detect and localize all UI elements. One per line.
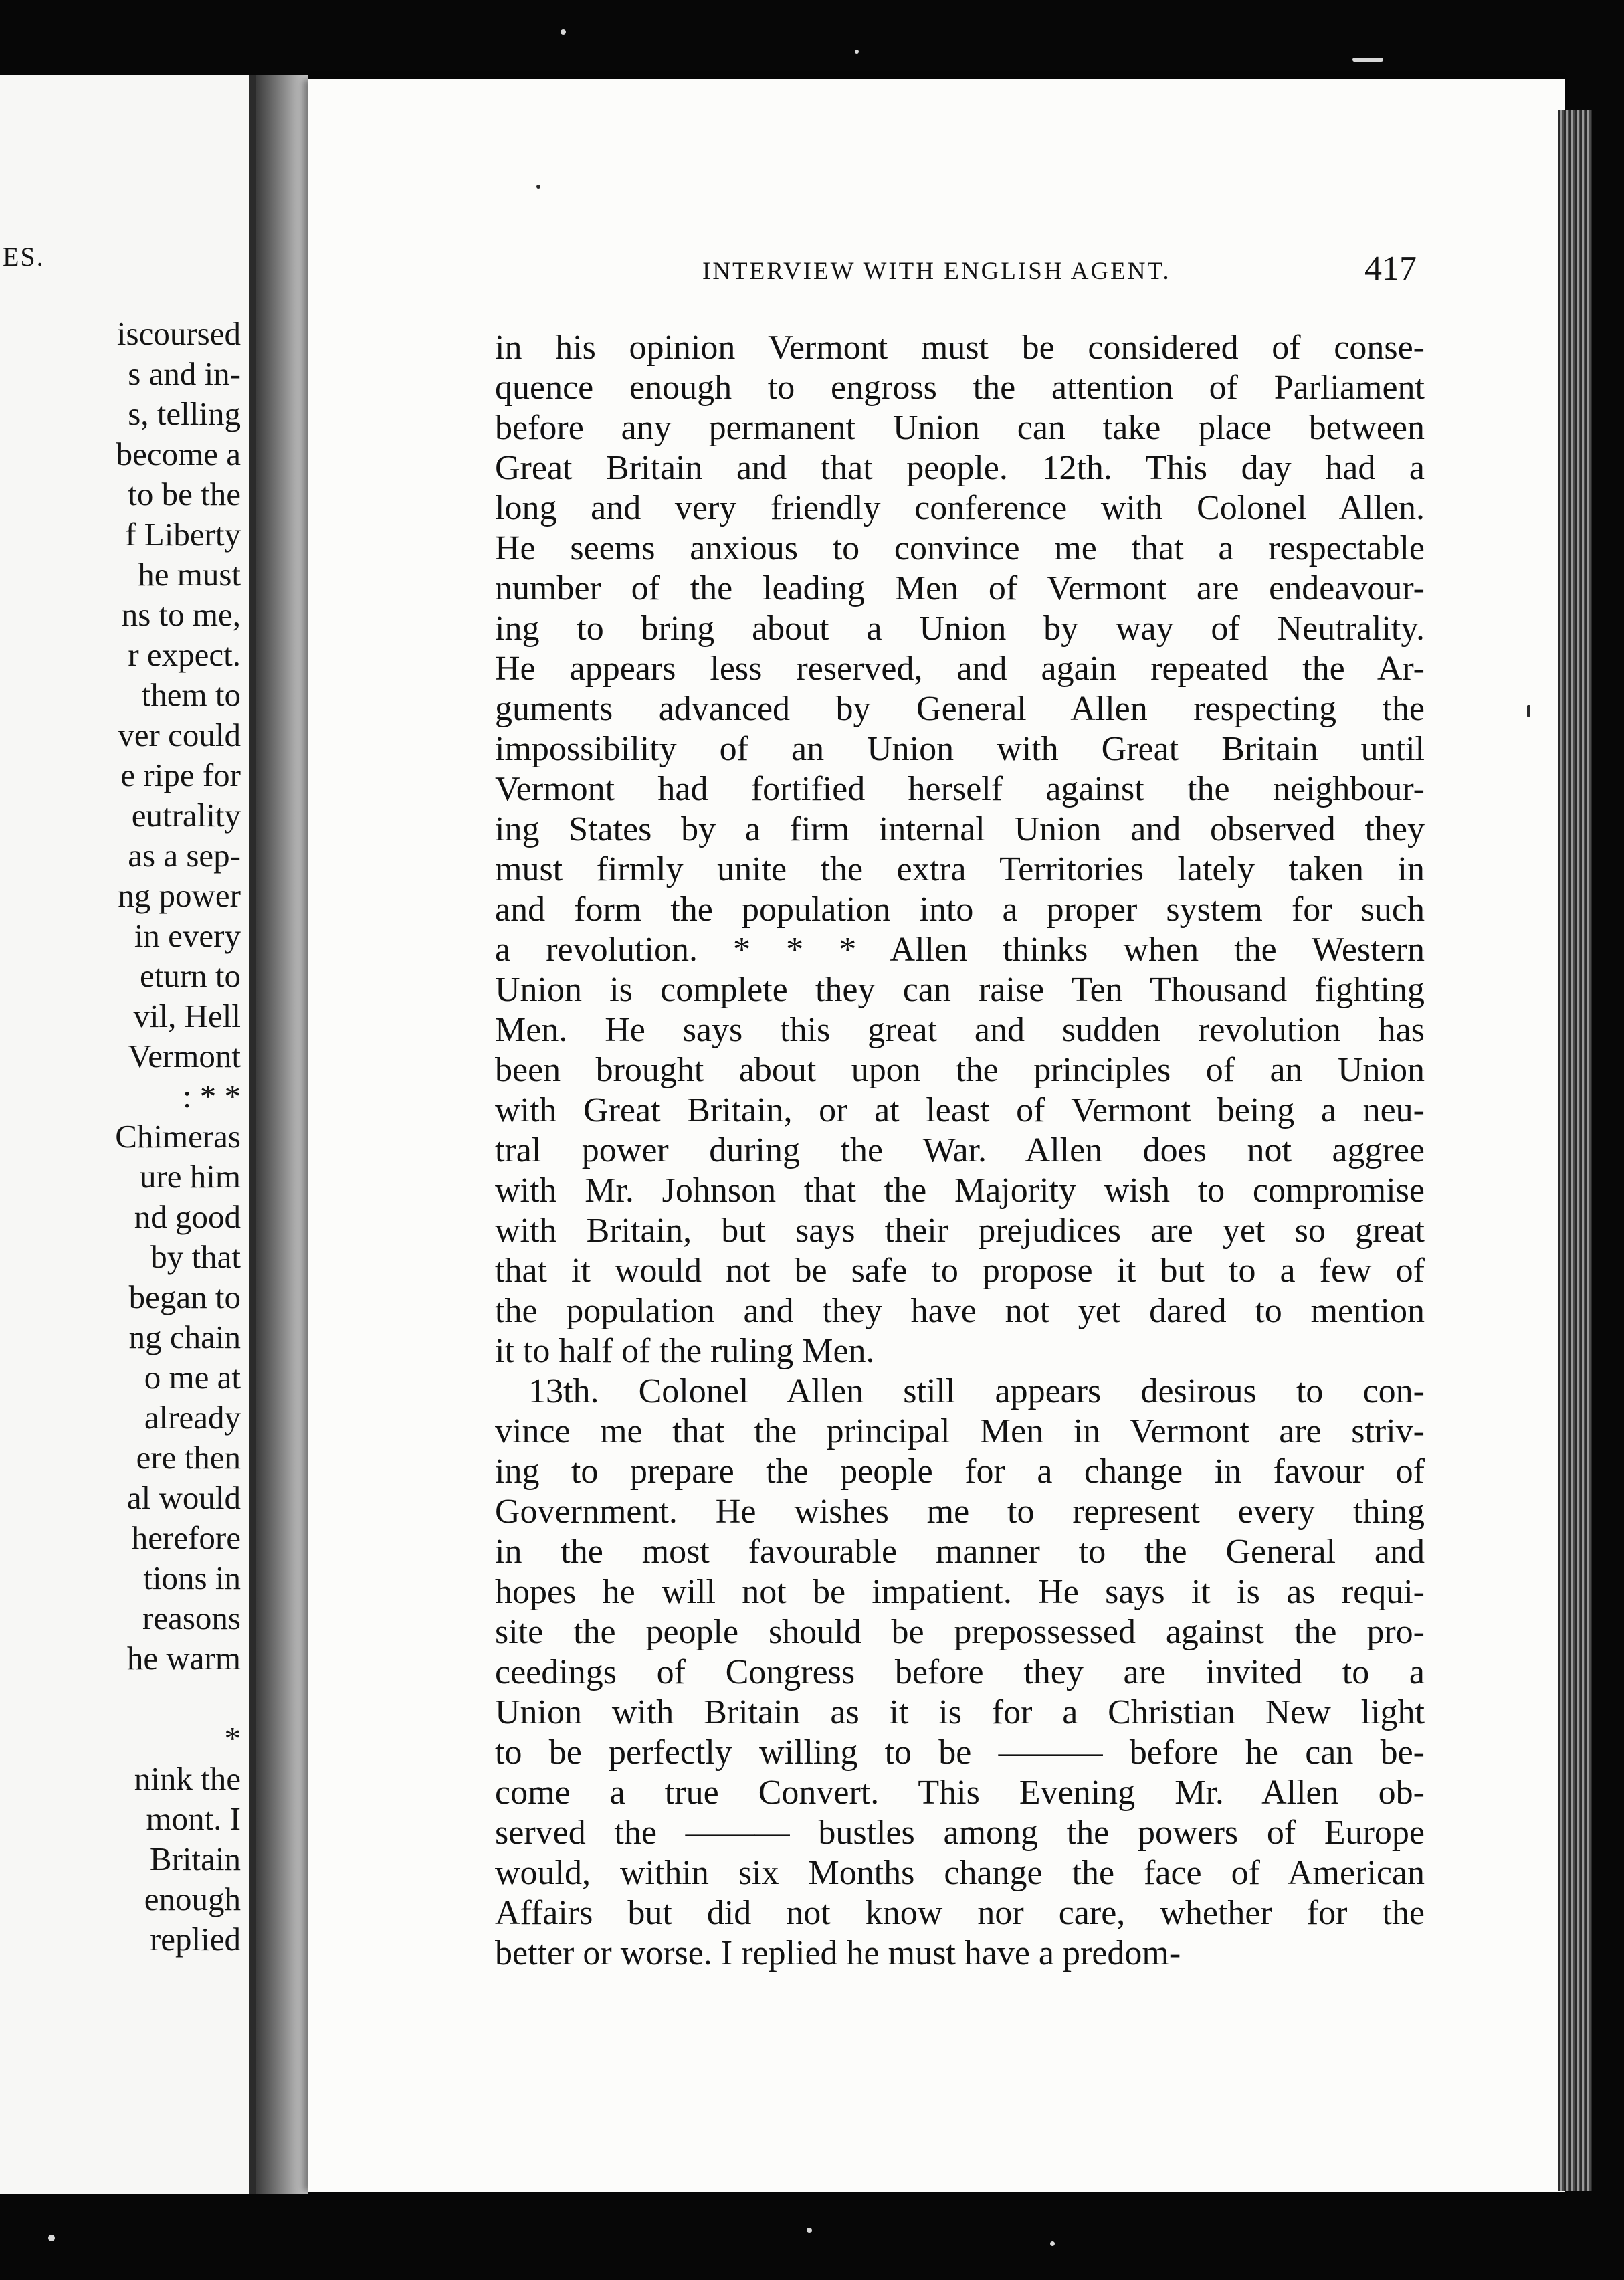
text-line: site the people should be prepossessed against the pro- — [495, 1613, 1425, 1651]
left-page-line: ver could — [118, 717, 241, 753]
scan-speck — [807, 2228, 812, 2233]
scan-speck — [1050, 2241, 1055, 2246]
left-page-line: ere then — [136, 1439, 241, 1476]
left-page-line: ng power — [118, 877, 241, 914]
left-page-line: reasons — [142, 1600, 241, 1636]
left-page-line: nd good — [134, 1198, 241, 1235]
text-line: Vermont had fortified herself against the neighbour- — [495, 770, 1425, 808]
text-line: ing States by a firm internal Union and observed they — [495, 810, 1425, 848]
text-line: in the most favourable manner to the General and — [495, 1533, 1425, 1571]
text-line: to be perfectly willing to be ——— before he can be- — [495, 1733, 1425, 1772]
left-page-line: vil, Hell — [133, 998, 241, 1034]
running-head: INTERVIEW WITH ENGLISH AGENT. — [702, 258, 1171, 285]
text-line: must firmly unite the extra Territories lately taken in — [495, 850, 1425, 888]
left-page-line: s and in- — [128, 355, 241, 392]
left-page-line: Britain — [149, 1840, 241, 1877]
left-page-line: : * * — [182, 1078, 241, 1115]
text-line: it to half of the ruling Men. — [495, 1332, 875, 1370]
text-line: vince me that the principal Men in Vermont are striv- — [495, 1412, 1425, 1450]
text-line: number of the leading Men of Vermont are endeavour- — [495, 569, 1425, 607]
scan-speck — [561, 29, 566, 35]
text-line: with Mr. Johnson that the Majority wish to compromise — [495, 1171, 1425, 1210]
left-page-line — [0, 1679, 241, 1719]
text-line: Great Britain and that people. 12th. This day had a — [495, 449, 1425, 487]
scan-speck — [1352, 58, 1383, 62]
text-line: that it would not be safe to propose it but to a few of — [495, 1252, 1425, 1290]
left-page-line: by that — [150, 1238, 241, 1275]
text-line: Men. He says this great and sudden revolution has — [495, 1011, 1425, 1049]
left-page-line: nink the — [134, 1760, 241, 1797]
left-page-line: eturn to — [139, 957, 241, 994]
text-line: with Britain, but says their prejudices are yet so great — [495, 1212, 1425, 1250]
left-page-running-head: ES. — [3, 242, 45, 272]
text-line: ing to bring about a Union by way of Neutrality. — [495, 609, 1425, 648]
page-number: 417 — [1364, 250, 1417, 288]
text-line: hopes he will not be impatient. He says it is as requi- — [495, 1573, 1425, 1611]
text-line: impossibility of an Union with Great Britain until — [495, 730, 1425, 768]
text-line: better or worse. I replied he must have a predom- — [495, 1934, 1181, 1972]
left-page-line: to be the — [128, 476, 241, 512]
scan-speck — [48, 2235, 55, 2241]
left-page-line: enough — [144, 1881, 241, 1917]
left-page-line: Vermont — [128, 1038, 241, 1074]
text-line: the population and they have not yet dared to mention — [495, 1292, 1425, 1330]
left-page-line: as a sep- — [128, 837, 241, 874]
left-page-line: in every — [134, 917, 241, 954]
left-page-line: r expect. — [128, 636, 241, 673]
left-page-line: ure him — [139, 1158, 241, 1195]
text-line: guments advanced by General Allen respecting the — [495, 690, 1425, 728]
left-page-line: tions in — [143, 1559, 241, 1596]
left-page-line: herefore — [131, 1519, 241, 1556]
left-page-line: replied — [149, 1921, 241, 1958]
body-text — [495, 328, 1425, 1974]
left-page-line: eutrality — [131, 797, 241, 834]
left-page-text — [0, 314, 241, 1960]
left-page-line: began to — [128, 1278, 241, 1315]
text-line: ing to prepare the people for a change in favour of — [495, 1452, 1425, 1491]
book-gutter — [256, 75, 308, 2194]
text-line: been brought about upon the principles of an Union — [495, 1051, 1425, 1089]
scan-speck — [536, 185, 540, 189]
text-line: Affairs but did not know nor care, whether for the — [495, 1894, 1425, 1932]
text-line: ceedings of Congress before they are invited to a — [495, 1653, 1425, 1691]
left-page-line: mont. I — [146, 1800, 241, 1837]
scan-speck — [1527, 705, 1530, 717]
text-line: would, within six Months change the face of American — [495, 1854, 1425, 1892]
left-page-line: ns to me, — [121, 596, 241, 633]
left-page-line: o me at — [144, 1359, 241, 1396]
text-line: Union with Britain as it is for a Christian New light — [495, 1693, 1425, 1731]
text-line: before any permanent Union can take place between — [495, 409, 1425, 447]
left-page-line: them to — [141, 676, 241, 713]
text-line: Government. He wishes me to represent every thing — [495, 1493, 1425, 1531]
text-line: He seems anxious to convince me that a respectable — [495, 529, 1425, 567]
text-line: 13th. Colonel Allen still appears desirous to con- — [528, 1372, 1425, 1410]
text-line: tral power during the War. Allen does not aggree — [495, 1131, 1425, 1169]
left-page-line: al would — [126, 1479, 241, 1516]
text-line: He appears less reserved, and again repeated the Ar- — [495, 650, 1425, 688]
left-page-line: Chimeras — [115, 1118, 241, 1155]
left-page-line: he must — [138, 556, 241, 593]
scan-speck — [855, 50, 859, 54]
left-page-line: he warm — [126, 1640, 241, 1677]
text-line: come a true Convert. This Evening Mr. Allen ob- — [495, 1774, 1425, 1812]
text-line: a revolution. * * * Allen thinks when the Western — [495, 931, 1425, 969]
text-line: long and very friendly conference with Colonel Allen. — [495, 489, 1425, 527]
text-line: with Great Britain, or at least of Vermont being a neu- — [495, 1091, 1425, 1129]
left-page-line: e ripe for — [120, 757, 241, 793]
page-edges — [1558, 110, 1592, 2191]
text-line: quence enough to engross the attention of Parliament — [495, 369, 1425, 407]
text-line: Union is complete they can raise Ten Thousand fighting — [495, 971, 1425, 1009]
left-page-line: s, telling — [128, 395, 241, 432]
left-page-line: * — [224, 1720, 241, 1757]
left-page-line: ng chain — [128, 1319, 241, 1355]
text-line: served the ——— bustles among the powers of Europe — [495, 1814, 1425, 1852]
left-page-line: already — [144, 1399, 241, 1436]
left-page-line: iscoursed — [116, 315, 241, 352]
left-page — [0, 75, 256, 2194]
left-page-line: f Liberty — [125, 516, 241, 553]
left-page-line: become a — [116, 436, 241, 472]
text-line: and form the population into a proper system for such — [495, 890, 1425, 929]
text-line: in his opinion Vermont must be considered of conse- — [495, 328, 1425, 367]
